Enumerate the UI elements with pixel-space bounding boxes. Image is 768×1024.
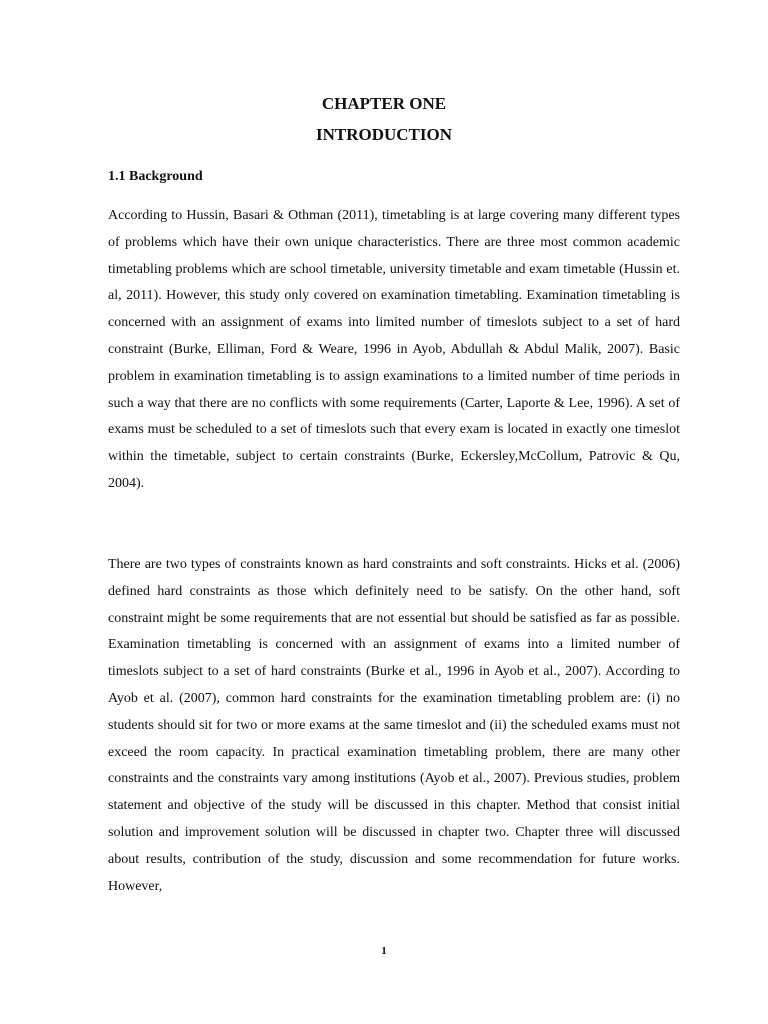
- section-heading: 1.1 Background: [108, 169, 203, 184]
- chapter-title: INTRODUCTION: [315, 125, 453, 144]
- body-paragraph-1: According to Hussin, Basari & Othman (2011), timetabling is at large covering many different types of problems which have their own unique characteristics. There are three most common academic timetabling problems which are school timetable, university timetable and exam timetable (Hussin et. al, 2011). However, this study only covered on examination timetabling. Examination timetabling is concerned with an assignment of exams into limited number of timeslots subject to a set of hard constraint (Burke, Elliman, Ford & Weare, 1996 in Ayob, Abdullah & Abdul Malik, 2007). Basic problem in examination timetabling is to assign examinations to a limited number of time periods in such a way that there are no conflicts with some requirements (Carter, Laporte & Lee, 1996). A set of exams must be scheduled to a set of timeslots such that every exam is located in exactly one timeslot within the timetable, subject to certain constraints (Burke, Eckersley,McCollum, Patrovic & Qu, 2004).: [108, 208, 680, 491]
- page-number: 1: [381, 945, 387, 957]
- body-paragraph-2: There are two types of constraints known as hard constraints and soft constraints. Hicks et al. (2006) defined hard constraints as those which definitely need to be satisfy. On the other hand, soft constraint might be some requirements that are not essential but should be satisfied as far as possible. Examination timetabling is concerned with an assignment of exams into a limited number of timeslots subject to a set of hard constraints (Burke et al., 1996 in Ayob et al., 2007). According to Ayob et al. (2007), common hard constraints for the examination timetabling problem are: (i) no students should sit for two or more exams at the same timeslot and (ii) the scheduled exams must not exceed the room capacity. In practical examination timetabling problem, there are many other constraints and the constraints vary among institutions (Ayob et al., 2007). Previous studies, problem statement and objective of the study will be discussed in this chapter. Method that consist initial solution and improvement solution will be discussed in chapter two. Chapter three will discussed about results, contribution of the study, discussion and some recommendation for future works. However,: [108, 557, 680, 894]
- chapter-number: CHAPTER ONE: [321, 94, 447, 113]
